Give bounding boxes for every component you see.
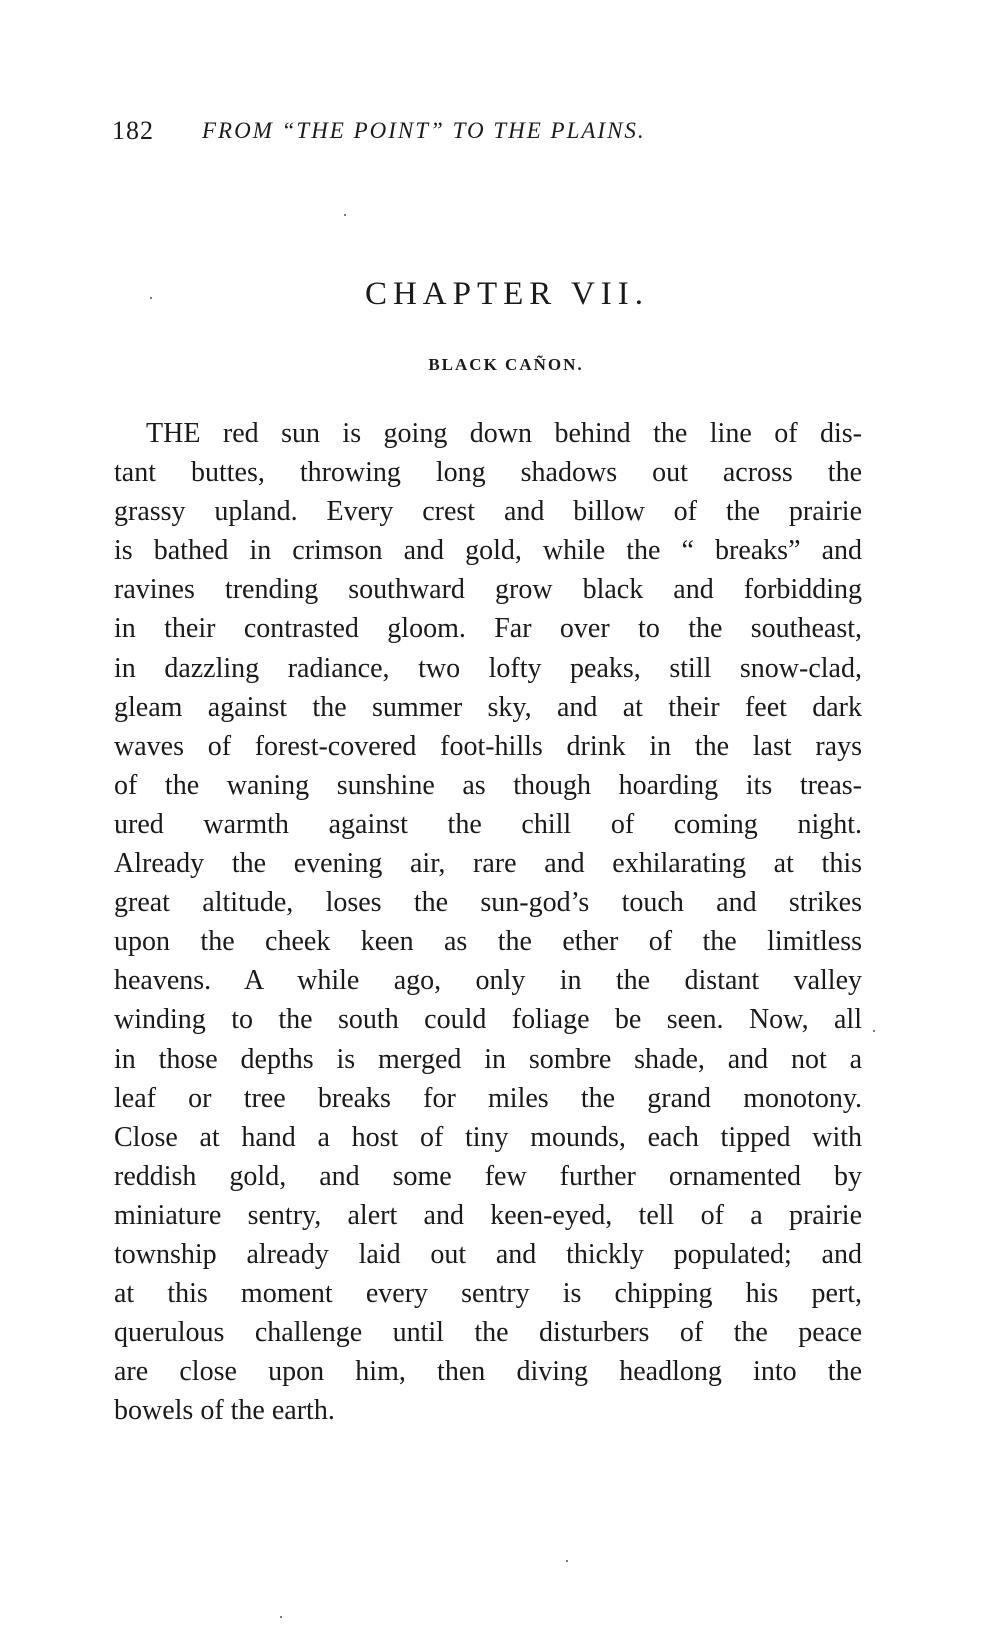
- body-paragraph: [114, 414, 862, 1430]
- text-line: is bathed in crimson and gold, while the “ breaks” and: [114, 535, 862, 567]
- text-line: Close at hand a host of tiny mounds, each tipped with: [114, 1121, 862, 1153]
- page-number: 182: [112, 116, 154, 145]
- running-title: FROM “THE POINT” TO THE PLAINS.: [202, 118, 646, 143]
- text-line: reddish gold, and some few further ornamented by: [114, 1160, 862, 1192]
- text-line: in their contrasted gloom. Far over to the southeast,: [114, 613, 862, 645]
- scan-speck: [150, 297, 152, 299]
- scan-speck: [280, 1616, 282, 1618]
- text-line: are close upon him, then diving headlong into the: [114, 1356, 862, 1388]
- text-line: leaf or tree breaks for miles the grand monotony.: [114, 1082, 862, 1114]
- text-line: upon the cheek keen as the ether of the limitless: [114, 926, 862, 958]
- scan-speck: [566, 1560, 568, 1562]
- text-line: Already the evening air, rare and exhilarating at this: [114, 848, 862, 880]
- text-line: tant buttes, throwing long shadows out across the: [114, 457, 862, 489]
- text-line: great altitude, loses the sun-god’s touch and strikes: [114, 887, 862, 919]
- text-line: ravines trending southward grow black and forbidding: [114, 574, 862, 606]
- chapter-subtitle: BLACK CAÑON.: [428, 355, 584, 374]
- text-line: ured warmth against the chill of coming night.: [114, 808, 862, 840]
- running-head: [112, 116, 872, 156]
- text-line: in those depths is merged in sombre shade, and not a: [114, 1043, 862, 1075]
- text-line: at this moment every sentry is chipping his pert,: [114, 1278, 862, 1310]
- text-line: THE red sun is going down behind the line of dis-: [146, 418, 862, 449]
- text-line: in dazzling radiance, two lofty peaks, still snow-clad,: [114, 652, 862, 684]
- text-line: heavens. A while ago, only in the distant valley: [114, 965, 862, 997]
- text-line: miniature sentry, alert and keen-eyed, tell of a prairie: [114, 1199, 862, 1231]
- text-line: of the waning sunshine as though hoarding its treas-: [114, 769, 862, 801]
- text-line: winding to the south could foliage be seen. Now, all: [114, 1004, 862, 1036]
- scan-speck: [344, 214, 346, 216]
- text-line: township already laid out and thickly populated; and: [114, 1238, 862, 1270]
- text-line: grassy upland. Every crest and billow of the prairie: [114, 496, 862, 528]
- text-line: gleam against the summer sky, and at their feet dark: [114, 691, 862, 723]
- text-line: bowels of the earth.: [114, 1395, 335, 1427]
- text-line: querulous challenge until the disturbers of the peace: [114, 1317, 862, 1349]
- scan-speck: [873, 1030, 875, 1032]
- chapter-heading: CHAPTER VII.: [364, 276, 650, 312]
- text-line: waves of forest-covered foot-hills drink in the last rays: [114, 730, 862, 762]
